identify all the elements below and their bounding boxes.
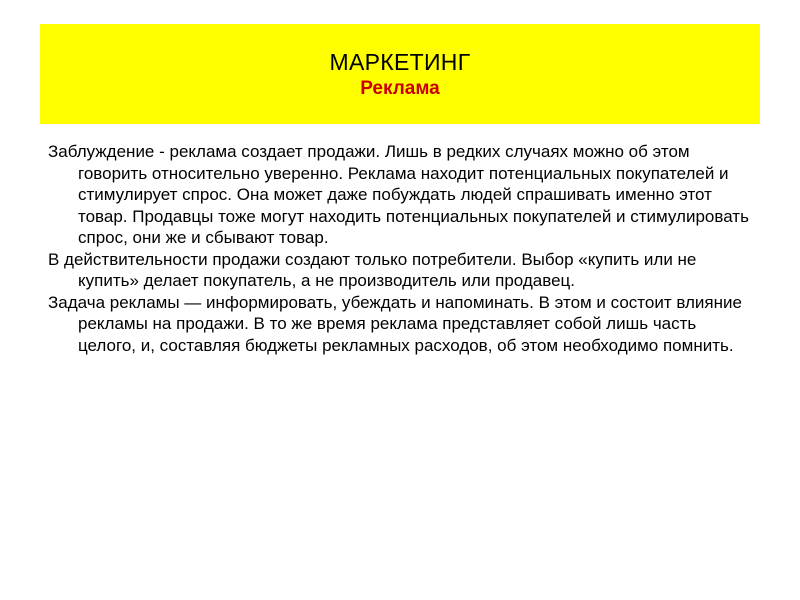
slide-title: МАРКЕТИНГ bbox=[329, 48, 471, 75]
slide-body bbox=[48, 141, 752, 356]
slide-subtitle: Реклама bbox=[360, 77, 440, 99]
paragraph-misconception: Заблуждение - реклама создает продажи. Лишь в редких случаях можно об этом говорить относительно уверенно. Реклама находит потенциальных покупателей и стимулирует спрос. Она может даже побуждать людей спрашивать именно этот товар. Продавцы тоже могут находить потенциальных покупателей и стимулировать спрос, они же и сбывают товар. bbox=[48, 142, 749, 247]
paragraph-reality: В действительности продажи создают только потребители. Выбор «купить или не купить» делает покупатель, а не производитель или продавец. bbox=[48, 249, 697, 290]
paragraph-task: Задача рекламы — информировать, убеждать и напоминать. В этом и состоит влияние рекламы на продажи. В то же время реклама представляет собой лишь часть целого, и, составляя бюджеты рекламных расходов, об этом необходимо помнить. bbox=[48, 292, 742, 355]
title-banner bbox=[40, 24, 760, 124]
